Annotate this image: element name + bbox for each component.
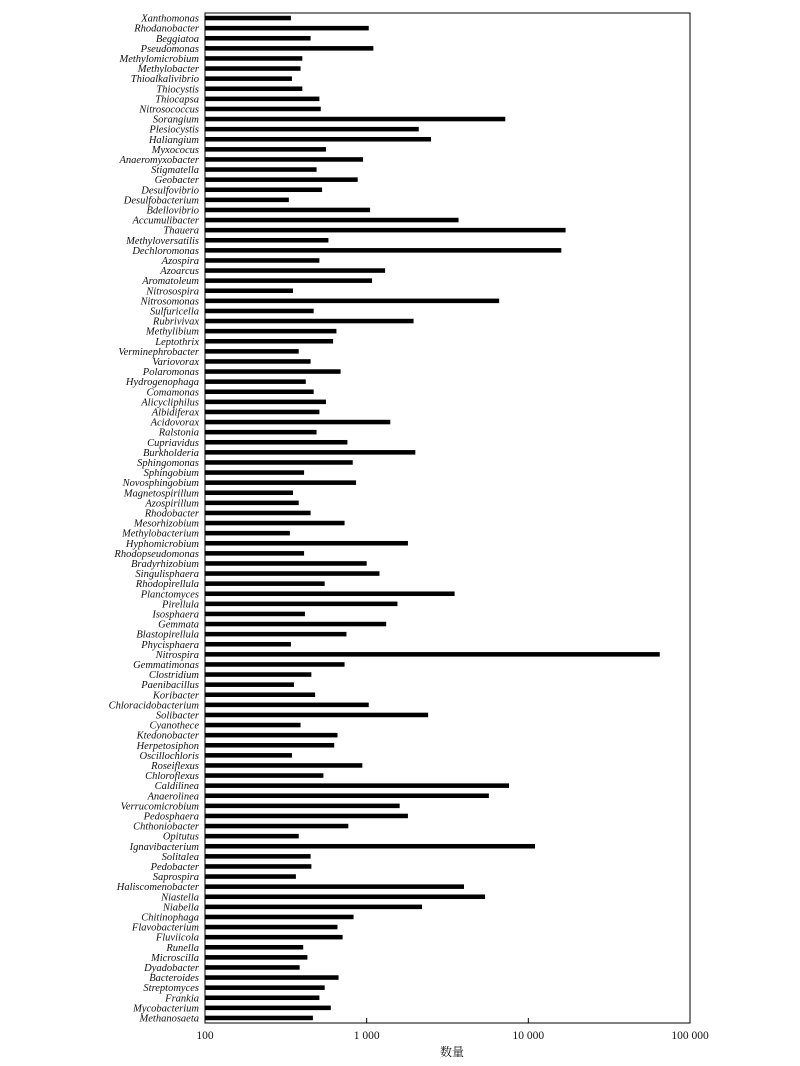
category-label: Alicycliphilus [141,397,199,409]
category-label: Myxococus [151,144,199,156]
category-label: Desulfovibrio [141,185,199,197]
bar [205,773,323,778]
category-label: Ralstonia [158,427,199,439]
bar [205,26,369,31]
category-label: Gemmatimonas [133,659,199,671]
category-label: Acidovorax [150,417,199,429]
bar [205,268,385,273]
category-label: Clostridium [148,670,199,682]
category-label: Planctomyces [140,589,199,601]
bar [205,682,294,687]
bar [205,76,292,81]
category-labels [109,14,208,1025]
bar [205,511,311,516]
bar [205,157,363,162]
category-label: Phycisphaera [141,639,199,651]
bar [205,329,336,334]
category-label: Chloroflexus [145,771,199,783]
bar [205,804,400,809]
bar [205,612,305,617]
bar [205,995,319,1000]
category-label: Solitalea [161,851,199,863]
category-label: Isosphaera [152,609,199,621]
category-label: Thiocystis [156,84,199,96]
bar [205,602,397,607]
bar [205,864,311,869]
category-label: Hyphomicrobium [125,538,199,550]
bar [205,692,315,697]
bar [205,713,428,718]
category-label: Caldilinea [154,781,199,793]
category-label: Thioalkalivibrio [130,74,199,86]
category-label: Haliscomenobacter [116,882,199,894]
bar [205,915,354,920]
bar [205,349,299,354]
category-label: Verrucomicrobium [120,801,199,813]
category-label: Ignavibacterium [129,841,199,853]
bar [205,127,419,132]
category-label: Cupriavidus [147,437,199,449]
category-label: Nitrosospira [146,286,199,298]
bar [205,622,386,627]
bar [205,531,290,536]
category-label: Rhodopseudomonas [114,548,199,560]
category-label: Nitrosococcus [139,104,199,116]
bar [205,591,455,596]
category-label: Geobacter [154,175,199,187]
bar [205,925,337,930]
bar [205,521,345,526]
bar [205,339,333,344]
bar [205,278,372,283]
x-tick-label: 100 [196,1030,214,1042]
bar [205,107,321,112]
category-label: Burkholderia [143,447,199,459]
bar [205,288,293,293]
bar [205,814,408,819]
category-label: Runella [166,942,199,954]
category-label: Bdellovibrio [146,205,199,217]
category-label: Opitutus [162,831,199,843]
category-label: Variovorax [152,356,199,368]
bar [205,177,358,182]
bar [205,975,339,980]
bar [205,97,319,102]
x-tick-label: 1 000 [353,1030,380,1042]
category-label: Polaromonas [142,367,199,379]
bar [205,985,325,990]
bar [205,480,356,485]
category-label: Methylomicrobium [119,53,199,65]
bar [205,86,302,91]
bar [205,238,328,243]
category-label: Nitrospira [155,649,199,661]
bar [205,490,293,495]
category-label: Azoarcus [160,266,199,278]
category-label: Herpetosiphon [136,740,199,752]
category-label: Accumulibacter [132,215,199,227]
category-label: Rhodobacter [144,508,199,520]
category-label: Comamonas [146,387,199,399]
bar [205,46,373,51]
bar [205,379,306,384]
category-label: Fluviicola [155,932,199,944]
bar [205,632,346,637]
bar [205,1016,313,1021]
category-label: Methylibium [145,326,199,338]
category-label: Sorangium [152,114,199,126]
bar [205,733,337,738]
bar [205,905,422,910]
category-label: Thauera [163,225,199,237]
bar [205,854,311,859]
bar [205,16,291,21]
category-label: Flavobacterium [131,922,199,934]
category-label: Ktedonobacter [136,730,199,742]
category-label: Oscillochloris [139,750,199,762]
bar [205,430,317,435]
bar [205,884,464,889]
bar [205,501,299,506]
bar [205,793,489,798]
category-label: Pirellula [162,599,199,611]
bar [205,137,431,142]
bar [205,935,343,940]
bar [205,844,535,849]
bar [205,147,326,152]
bar [205,834,299,839]
category-label: Solibacter [155,710,199,722]
bar [205,763,362,768]
category-label: Niabella [162,902,199,914]
bar [205,753,292,758]
category-label: Anaerolinea [147,791,199,803]
bar [205,359,311,364]
bar [205,56,302,61]
x-axis-label: 数量 [439,1045,465,1059]
x-tick-label: 10 000 [512,1030,545,1042]
category-label: Pseudomonas [140,43,199,55]
category-label: Rhodopirellula [135,579,199,591]
bar [205,299,499,304]
bar [205,894,485,899]
bar [205,571,379,576]
bar [205,824,348,829]
bars [205,16,660,1020]
bar [205,581,325,586]
category-label: Methylobacterium [122,528,199,540]
bar [205,117,505,122]
bar [205,369,341,374]
bar [205,672,311,677]
bar [205,955,307,960]
bar [205,1006,331,1011]
bar [205,228,566,233]
category-label: Novosphingobium [122,478,199,490]
category-label: Roseiflexus [151,760,199,772]
category-label: Niastella [161,892,199,904]
category-label: Stigmatella [151,165,199,177]
category-label: Haliangium [148,134,199,146]
bar [205,36,311,41]
category-label: Chloracidobacterium [108,700,199,712]
category-label: Dyadobacter [144,962,199,974]
bar [205,389,314,394]
category-label: Azospirillum [145,498,199,510]
bar [205,652,660,657]
bar [205,965,300,970]
bar [205,561,367,566]
category-label: Rubrivivax [152,316,199,328]
category-label: Paenibacillus [141,680,199,692]
category-label: Microscilla [150,952,199,964]
bar [205,662,345,667]
bar [205,945,303,950]
bar [205,218,459,223]
bar [205,410,319,415]
bar [205,400,326,405]
category-label: Gemmata [158,619,199,631]
category-label: Methylobacter [137,64,199,76]
category-label: Sphingobium [143,468,199,480]
category-label: Aromatoleum [142,276,199,288]
bar [205,642,291,647]
bar [205,470,304,475]
category-label: Bradyrhizobium [130,558,199,570]
category-label: Beggiatoa [155,33,199,45]
bar [205,319,414,324]
category-label: Sphingomonas [137,457,199,469]
category-label: Albidiferax [151,407,199,419]
category-label: Cyanothece [149,720,199,732]
category-label: Streptomyces [143,983,199,995]
category-label: Frankia [165,993,199,1005]
bar [205,309,314,314]
category-label: Magnetospirillum [123,488,199,500]
category-label: Chitinophaga [141,912,199,924]
bar [205,460,353,465]
bar [205,783,509,788]
bar [205,66,301,71]
bar [205,723,301,728]
category-label: Methyloversatilis [126,235,199,247]
category-label: Methanosaeta [139,1013,199,1025]
category-label: Anaeromyxobacter [119,154,199,166]
category-label: Mycobacterium [133,1003,199,1015]
bar [205,743,334,748]
category-label: Sulfuricella [150,306,199,318]
category-label: Leptothrix [155,336,199,348]
bar [205,874,296,879]
bar [205,551,304,556]
category-label: Bacteroides [149,973,199,985]
bar [205,248,561,253]
category-label: Pedosphaera [143,811,199,823]
category-label: Azospira [161,255,199,267]
bar [205,187,322,192]
bar [205,208,370,213]
bar [205,198,289,203]
category-label: Dechloromonas [132,245,199,257]
category-label: Mesorhizobium [133,518,199,530]
bar [205,440,347,445]
bar [205,258,319,263]
category-label: Verminephrobacter [118,346,199,358]
category-label: Saprospira [152,872,199,884]
category-label: Thiocapsa [155,94,199,106]
bar [205,420,390,425]
bar [205,541,408,546]
category-label: Koribacter [152,690,199,702]
category-label: Chthoniobacter [133,821,199,833]
category-label: Rhodanobacter [134,23,199,35]
category-label: Blastopirellula [136,629,199,641]
category-label: Nitrosomonas [140,296,199,308]
category-label: Xanthomonas [141,13,199,25]
x-axis-ticks [196,1018,709,1042]
category-label: Singulisphaera [135,569,199,581]
plot-frame [205,13,690,1023]
bar [205,167,317,172]
category-label: Pedobacter [150,861,199,873]
x-tick-label: 100 000 [671,1030,709,1042]
bar [205,450,415,455]
bar [205,703,369,708]
category-label: Plesiocystis [149,124,199,136]
category-label: Desulfobacterium [123,195,199,207]
category-label: Hydrogenophaga [125,377,199,389]
